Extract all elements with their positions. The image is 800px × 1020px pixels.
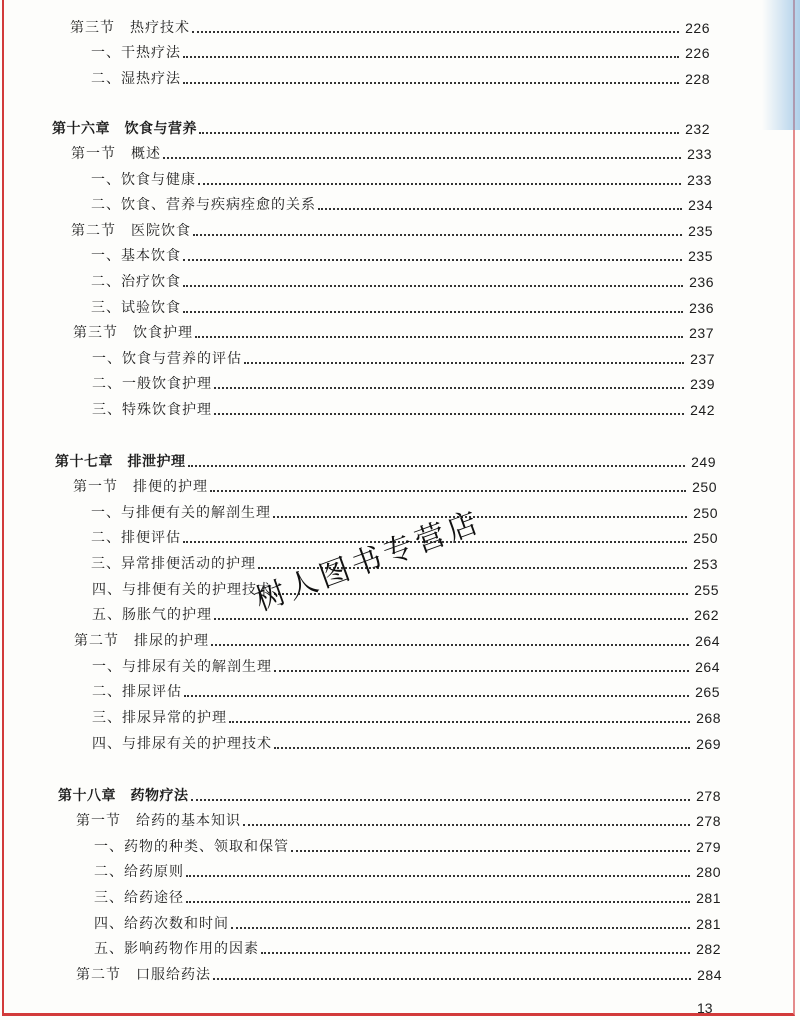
- toc-page: 232: [685, 121, 710, 137]
- toc-entry: [92, 399, 715, 421]
- dot-leader: [183, 284, 683, 287]
- dot-leader: [229, 720, 690, 723]
- toc-label: 一、饮食与营养的评估: [92, 351, 242, 367]
- toc-entry: [92, 373, 715, 395]
- toc-page: 233: [687, 146, 712, 162]
- toc-page: 264: [695, 633, 720, 649]
- toc-page: 250: [692, 479, 717, 495]
- toc-page: 236: [689, 274, 714, 290]
- toc-label: 第十八章 药物疗法: [58, 788, 189, 804]
- toc-entry: [94, 887, 721, 909]
- toc-page: 253: [693, 556, 718, 572]
- toc-entry: [74, 630, 720, 652]
- toc-page: 282: [696, 941, 721, 957]
- toc-page: 250: [693, 530, 718, 546]
- toc-page: 262: [694, 607, 719, 623]
- dot-leader: [273, 515, 687, 518]
- toc-label: 第二节 口服给药法: [76, 967, 211, 983]
- toc-entry: [94, 836, 721, 858]
- toc-page: 235: [688, 248, 713, 264]
- toc-entry: [71, 143, 712, 165]
- toc-page: 280: [696, 864, 721, 880]
- dot-leader: [243, 823, 690, 826]
- dot-leader: [192, 30, 679, 33]
- dot-leader: [211, 643, 689, 646]
- toc-label: 一、与排尿有关的解剖生理: [92, 659, 272, 675]
- toc-page: 281: [696, 916, 721, 932]
- dot-leader: [183, 258, 682, 261]
- toc-page: 278: [696, 788, 721, 804]
- dot-leader: [183, 310, 683, 313]
- toc-label: 五、影响药物作用的因素: [94, 941, 259, 957]
- toc-entry: [91, 42, 710, 64]
- toc-label: 二、治疗饮食: [91, 274, 181, 290]
- toc-label: 三、给药途径: [94, 890, 184, 906]
- toc-page: 265: [695, 684, 720, 700]
- toc-label: 一、基本饮食: [91, 248, 181, 264]
- toc-entry: [94, 861, 721, 883]
- toc-page: 284: [697, 967, 722, 983]
- toc-chapter: [58, 785, 721, 807]
- toc-label: 二、饮食、营养与疾病痊愈的关系: [91, 197, 316, 213]
- toc-page: 237: [689, 325, 714, 341]
- dot-leader: [198, 182, 681, 185]
- toc-chapter: [55, 451, 716, 473]
- toc-page: 255: [694, 582, 719, 598]
- toc-label: 第十七章 排泄护理: [55, 454, 186, 470]
- toc-label: 第三节 热疗技术: [70, 20, 190, 36]
- toc-page: 250: [693, 505, 718, 521]
- toc-entry: [92, 348, 715, 370]
- toc-label: 第一节 排便的护理: [73, 479, 208, 495]
- toc-entry: [92, 707, 721, 729]
- toc-label: 第三节 饮食护理: [73, 325, 193, 341]
- toc-entry: [71, 220, 713, 242]
- toc-label: 四、给药次数和时间: [94, 916, 229, 932]
- toc-entry: [91, 271, 714, 293]
- toc-page: 268: [696, 710, 721, 726]
- dot-leader: [199, 131, 679, 134]
- toc-label: 三、排尿异常的护理: [92, 710, 227, 726]
- toc-page: 239: [690, 376, 715, 392]
- toc-entry: [92, 681, 720, 703]
- dot-leader: [274, 669, 689, 672]
- toc-entry: [76, 810, 721, 832]
- toc-label: 二、一般饮食护理: [92, 376, 212, 392]
- toc-page: 242: [690, 402, 715, 418]
- toc-label: 四、与排尿有关的护理技术: [92, 736, 272, 752]
- toc-label: 三、异常排便活动的护理: [91, 556, 256, 572]
- dot-leader: [210, 489, 686, 492]
- dot-leader: [195, 335, 683, 338]
- toc-entry: [73, 322, 714, 344]
- toc-label: 第一节 给药的基本知识: [76, 813, 241, 829]
- dot-leader: [188, 464, 686, 467]
- toc-entry: [91, 297, 714, 319]
- toc-label: 四、与排便有关的护理技术: [92, 582, 272, 598]
- dot-leader: [193, 233, 682, 236]
- toc-page: 236: [689, 300, 714, 316]
- toc-page: 235: [688, 223, 713, 239]
- toc-page: 226: [685, 20, 710, 36]
- dot-leader: [291, 849, 690, 852]
- dot-leader: [274, 746, 690, 749]
- toc-page: 233: [687, 172, 712, 188]
- dot-leader: [183, 81, 679, 84]
- toc-label: 一、药物的种类、领取和保管: [94, 839, 289, 855]
- toc-entry: [92, 733, 721, 755]
- toc-label: 五、肠胀气的护理: [92, 607, 212, 623]
- toc-entry: [91, 68, 710, 90]
- dot-leader: [186, 900, 690, 903]
- toc-page: 226: [685, 45, 710, 61]
- toc-label: 二、排便评估: [91, 530, 181, 546]
- dot-leader: [163, 156, 681, 159]
- toc-entry: [91, 194, 713, 216]
- dot-leader: [231, 926, 690, 929]
- toc-page: 249: [691, 454, 716, 470]
- store-watermark: 树人图书专营店: [250, 504, 487, 619]
- toc-entry: [73, 476, 717, 498]
- toc-entry: [94, 913, 721, 935]
- toc-label: 一、干热疗法: [91, 45, 181, 61]
- toc-label: 三、试验饮食: [91, 300, 181, 316]
- toc-label: 一、饮食与健康: [91, 172, 196, 188]
- toc-entry: [92, 604, 719, 626]
- toc-label: 第二节 医院饮食: [71, 223, 191, 239]
- toc-page: 234: [688, 197, 713, 213]
- dot-leader: [186, 874, 690, 877]
- toc-label: 第十六章 饮食与营养: [52, 121, 197, 137]
- toc-label: 第一节 概述: [71, 146, 161, 162]
- toc-label: 二、湿热疗法: [91, 71, 181, 87]
- toc-label: 第二节 排尿的护理: [74, 633, 209, 649]
- toc-entry: [92, 579, 719, 601]
- toc-page: 269: [696, 736, 721, 752]
- dot-leader: [214, 617, 688, 620]
- toc-chapter: [52, 118, 710, 140]
- dot-leader: [214, 412, 684, 415]
- dot-leader: [244, 361, 684, 364]
- toc-entry: [91, 245, 713, 267]
- toc-entry: [94, 938, 721, 960]
- page-number: 13: [697, 1000, 713, 1016]
- toc-entry: [91, 169, 712, 191]
- toc-page: 228: [685, 71, 710, 87]
- toc-label: 一、与排便有关的解剖生理: [91, 505, 271, 521]
- toc-label: 二、给药原则: [94, 864, 184, 880]
- dot-leader: [184, 694, 689, 697]
- dot-leader: [261, 951, 690, 954]
- toc-label: 二、排尿评估: [92, 684, 182, 700]
- toc-entry: [76, 964, 722, 986]
- dot-leader: [213, 977, 691, 980]
- dot-leader: [214, 386, 684, 389]
- toc-page: 279: [696, 839, 721, 855]
- dot-leader: [183, 55, 679, 58]
- toc-entry: [92, 656, 720, 678]
- dot-leader: [318, 207, 682, 210]
- toc-page: 264: [695, 659, 720, 675]
- toc-page: 237: [690, 351, 715, 367]
- toc-page: 281: [696, 890, 721, 906]
- dot-leader: [191, 798, 691, 801]
- toc-entry: [70, 17, 710, 39]
- toc-label: 三、特殊饮食护理: [92, 402, 212, 418]
- toc-page: 278: [696, 813, 721, 829]
